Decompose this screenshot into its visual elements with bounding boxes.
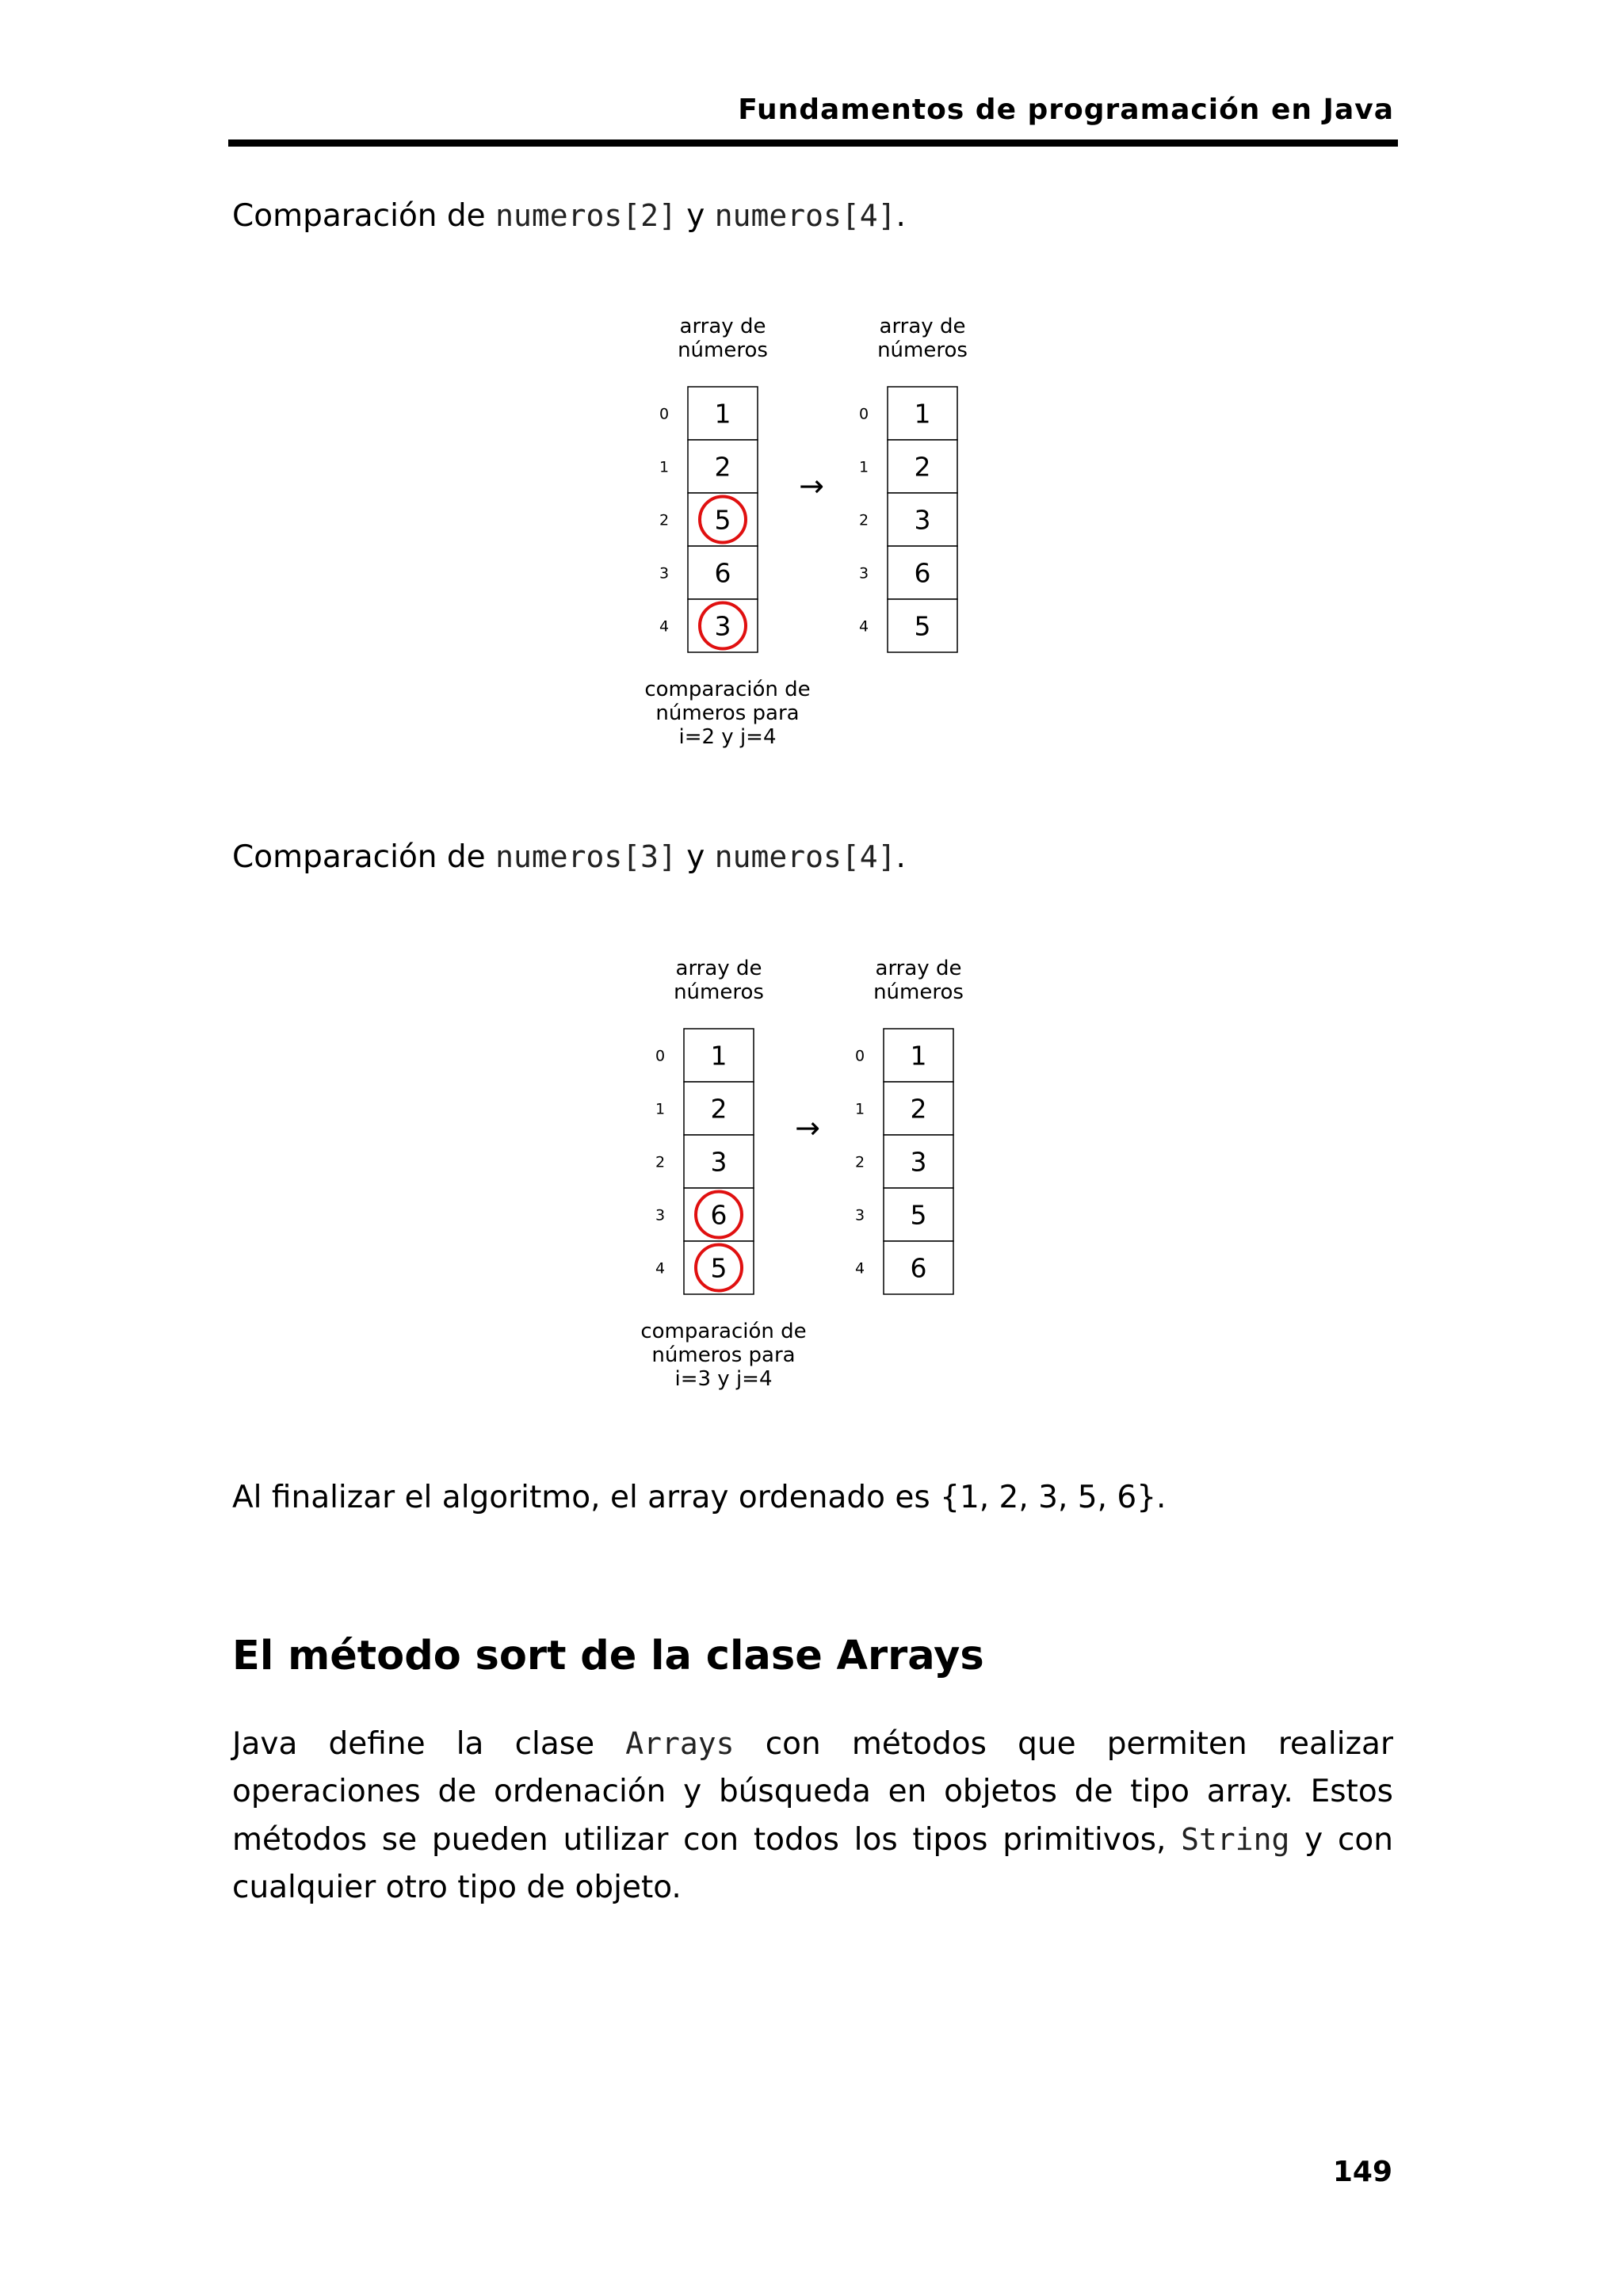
before-array-value: 6 <box>710 1199 727 1231</box>
after-array-index: 4 <box>858 617 869 636</box>
after-array-value: 1 <box>914 398 931 430</box>
step1-caption-prefix: Comparación de <box>232 198 496 234</box>
before-array-value: 3 <box>714 610 731 642</box>
before-array-index: 4 <box>659 617 670 636</box>
before-array-value: 2 <box>710 1093 727 1125</box>
section-text-2: con métodos que permiten realizar operaciones de ordenación y búsqueda en objetos de tipo array. Estos métodos se pueden utilizar con todos los tipos primitivos, <box>232 1726 1393 1858</box>
page-number: 149 <box>1332 2156 1392 2188</box>
after-array-value: 3 <box>910 1146 927 1178</box>
before-array-index: 1 <box>659 458 670 476</box>
before-array-value: 6 <box>714 557 731 589</box>
before-array-value: 3 <box>710 1146 727 1178</box>
header-rule <box>228 139 1398 147</box>
after-array-index: 0 <box>854 1047 865 1065</box>
before-array-value: 5 <box>710 1252 727 1284</box>
comparison-caption: i=2 y j=4 <box>678 725 777 749</box>
after-array-index: 2 <box>854 1153 865 1171</box>
swap-diagram-2 <box>630 951 995 1398</box>
before-array-value: 5 <box>714 504 731 536</box>
comparison-caption: números para <box>651 1343 796 1367</box>
before-array-label: array de <box>675 957 762 980</box>
after-array-label: array de <box>875 957 962 980</box>
before-array-value: 2 <box>714 451 731 483</box>
before-array-index: 2 <box>659 511 670 529</box>
after-array-value: 2 <box>910 1093 927 1125</box>
step2-caption-suffix: . <box>896 839 906 875</box>
step2-conj: y <box>676 839 715 875</box>
swap-diagram-1-svg <box>634 309 999 753</box>
after-array-label: números <box>877 338 968 362</box>
before-array-index: 4 <box>655 1259 666 1278</box>
before-array-index: 0 <box>659 405 670 423</box>
section-code-string: String <box>1181 1822 1290 1857</box>
section-code-arrays: Arrays <box>625 1726 735 1761</box>
comparison-caption: números para <box>655 701 800 725</box>
section-paragraph <box>232 1720 1393 1912</box>
after-array-index: 3 <box>854 1206 865 1224</box>
step2-caption-prefix: Comparación de <box>232 839 496 875</box>
before-array-label: números <box>678 338 768 362</box>
after-array-index: 1 <box>854 1100 865 1118</box>
after-array-value: 6 <box>910 1252 927 1284</box>
swap-arrow-icon: → <box>795 1110 820 1145</box>
after-array-value: 2 <box>914 451 931 483</box>
step2-code-a: numeros[3] <box>495 839 677 874</box>
section-heading: El método sort de la clase Arrays <box>232 1633 984 1679</box>
after-array-value: 1 <box>910 1040 927 1072</box>
after-array-index: 0 <box>858 405 869 423</box>
section-text-1: Java define la clase <box>232 1726 626 1762</box>
after-array-index: 4 <box>854 1259 865 1278</box>
section-text-3: y con cualquier otro tipo de objeto. <box>232 1822 1393 1905</box>
after-array-label: números <box>873 980 964 1004</box>
comparison-caption: i=3 y j=4 <box>674 1367 773 1391</box>
after-array-value: 5 <box>914 610 931 642</box>
after-array-label: array de <box>879 315 966 338</box>
step1-code-a: numeros[2] <box>495 198 677 233</box>
step1-caption <box>232 192 1393 240</box>
running-header: Fundamentos de programación en Java <box>738 94 1394 126</box>
step2-caption <box>232 833 1393 881</box>
after-array-value: 5 <box>910 1199 927 1231</box>
step2-code-b: numeros[4] <box>714 839 896 874</box>
before-array-label: números <box>674 980 764 1004</box>
before-array-index: 0 <box>655 1047 666 1065</box>
comparison-caption: comparación de <box>644 678 811 701</box>
after-array-index: 1 <box>858 458 869 476</box>
conclusion-text: Al finalizar el algoritmo, el array ordenado es {1, 2, 3, 5, 6}. <box>232 1480 1167 1515</box>
before-array-value: 1 <box>714 398 731 430</box>
comparison-caption: comparación de <box>640 1320 807 1343</box>
swap-arrow-icon: → <box>799 468 824 503</box>
swap-diagram-1 <box>634 309 999 756</box>
before-array-index: 1 <box>655 1100 666 1118</box>
before-array-index: 2 <box>655 1153 666 1171</box>
after-array-value: 6 <box>914 557 931 589</box>
before-array-index: 3 <box>655 1206 666 1224</box>
step1-conj: y <box>676 198 715 234</box>
after-array-index: 3 <box>858 564 869 583</box>
step1-caption-suffix: . <box>896 198 906 234</box>
before-array-label: array de <box>679 315 766 338</box>
before-array-value: 1 <box>710 1040 727 1072</box>
before-array-index: 3 <box>659 564 670 583</box>
step1-code-b: numeros[4] <box>714 198 896 233</box>
after-array-value: 3 <box>914 504 931 536</box>
after-array-index: 2 <box>858 511 869 529</box>
swap-diagram-2-svg <box>630 951 995 1395</box>
